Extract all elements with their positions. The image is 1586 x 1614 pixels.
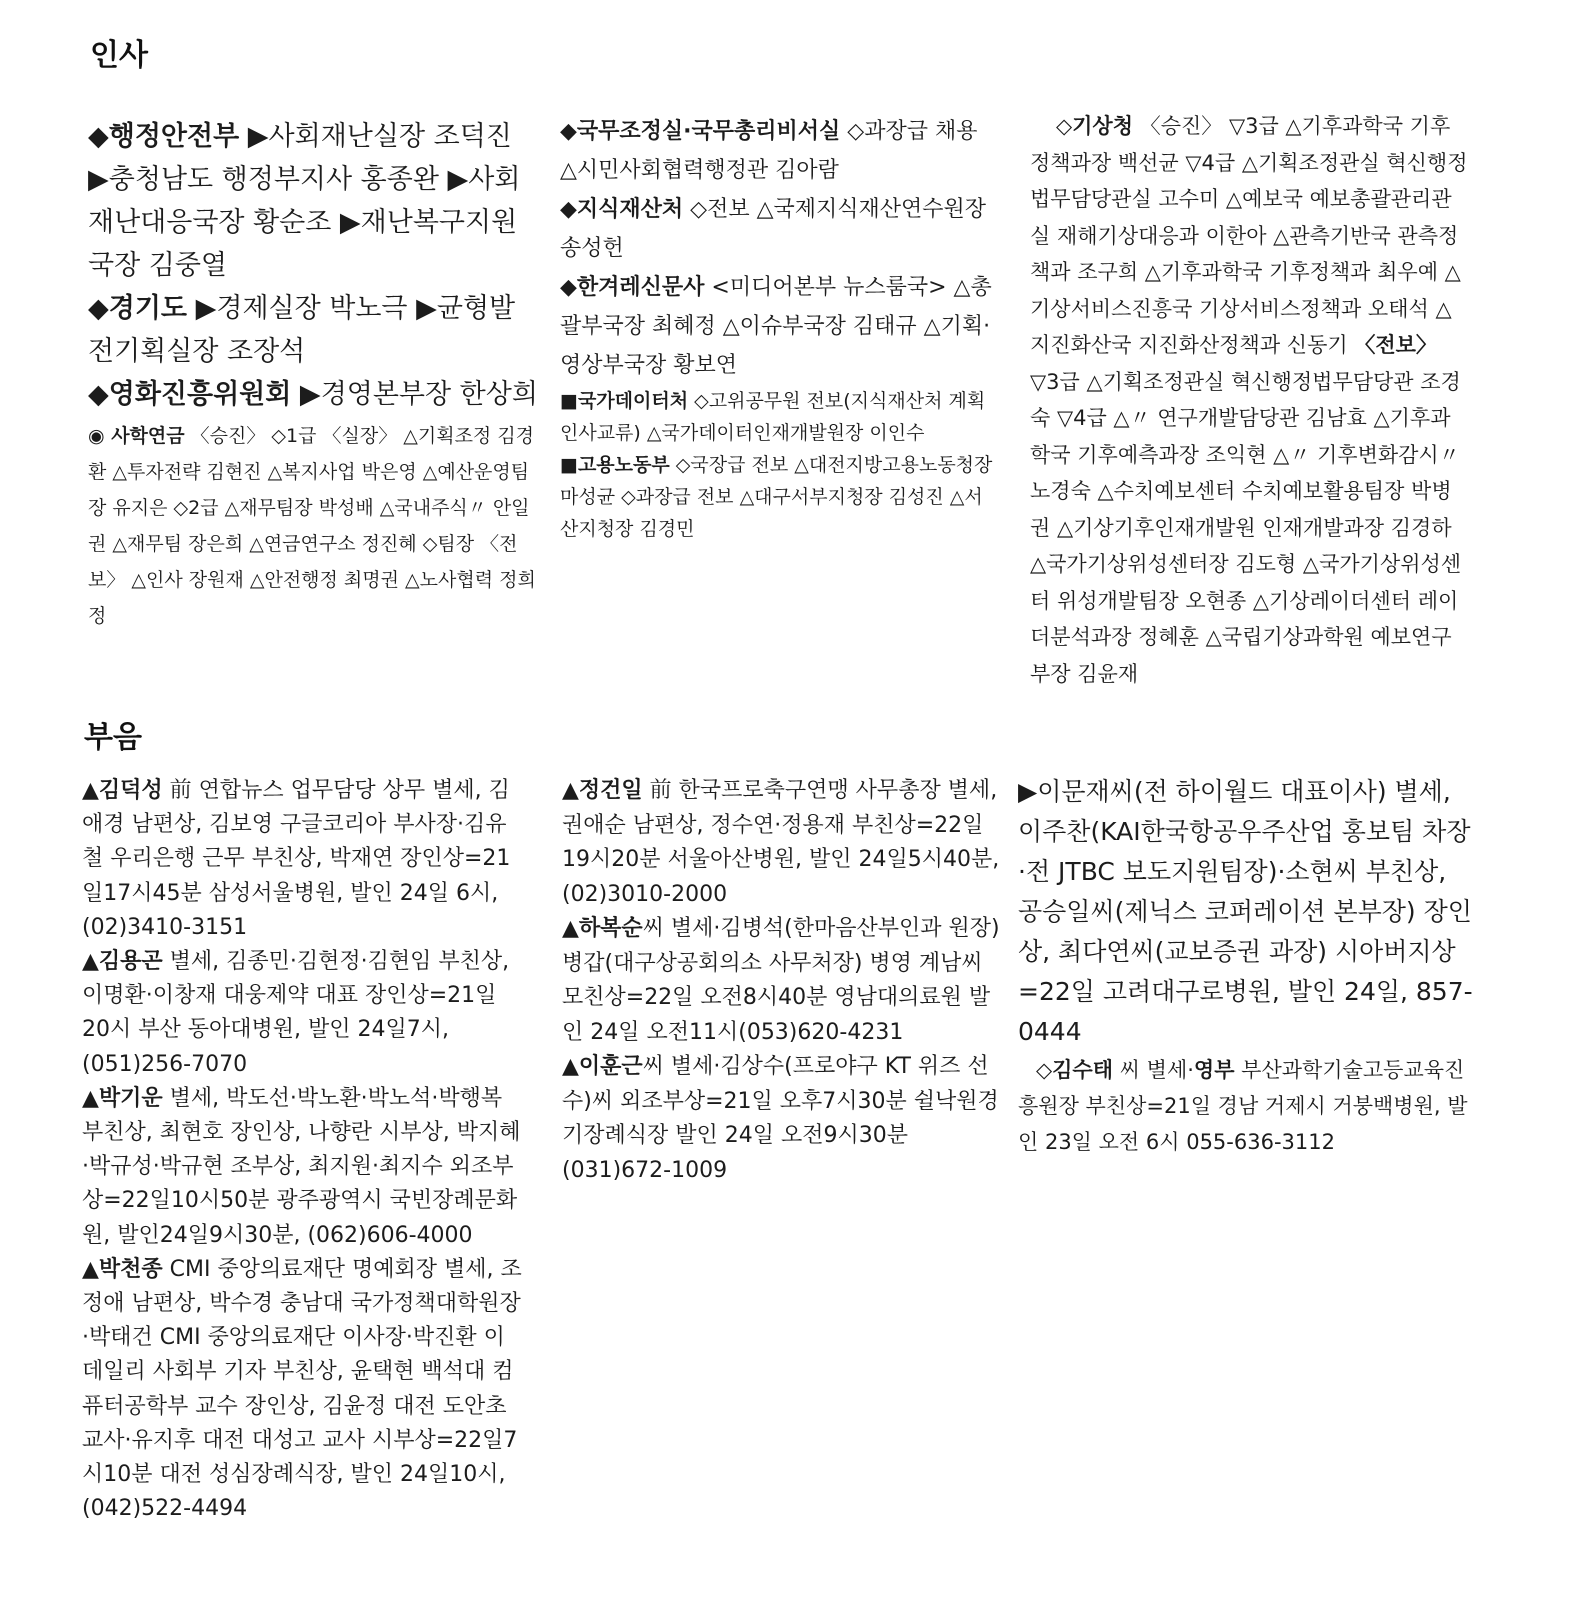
bueum-section-title: 부음 (84, 720, 142, 755)
deceased-name: ▲박기운 (82, 1085, 163, 1111)
entry-text: 씨 별세· (1113, 1058, 1194, 1082)
org-name: ◆행정안전부 (88, 121, 240, 152)
insa-entry (560, 190, 1000, 268)
obituary-entry (82, 774, 522, 945)
entry-text: ◇과장급 채용 △시민사회협력행정관 김아람 (560, 119, 978, 183)
entry-text: 별세, 박도선·박노환·박노석·박행복 부친상, 최현호 장인상, 나향란 시부상, 박지혜·박규성·박규현 조부상, 최지원·최지수 외조부상=22일10시50분 광주광역시 국빈장례문화원, 발인24일9시30분, (062)606-4000 (82, 1085, 521, 1248)
transfer-label: 〈전보〉 (1354, 333, 1437, 357)
deceased-name: ▲박천종 (82, 1256, 163, 1282)
insa-column-1 (88, 115, 538, 634)
insa-column-2 (560, 112, 1000, 545)
insa-entry (88, 115, 538, 287)
obituary-entry (82, 1082, 522, 1253)
deceased-name: ▲하복순 (562, 916, 643, 941)
entry-text: ▶경영본부장 한상희 (291, 379, 538, 410)
insa-entry (560, 268, 1000, 385)
insa-entry (560, 112, 1000, 190)
insa-entry (1030, 108, 1470, 692)
entry-text: ▶사회재난실장 조덕진 ▶충청남도 행정부지사 홍종완 ▶사회재난대응국장 황순조 ▶재난복구지원국장 김중열 (88, 121, 521, 281)
deceased-name: ▲정건일 (562, 778, 643, 803)
entry-text: ◇고위공무원 전보(지식재산처 계획인사교류) △국가데이터인재개발원장 이인수 (560, 390, 986, 444)
org-name: ◆지식재산처 (560, 197, 684, 222)
insa-section-title: 인사 (90, 38, 148, 73)
entry-text: 前 한국프로축구연맹 사무총장 별세, 권애순 남편상, 정수연·정용재 부친상=22일19시20분 서울아산병원, 발인 24일5시40분, (02)3010-2000 (562, 778, 1000, 907)
entry-text: 씨 별세·김병석(한마음산부인과 원장) 병갑(대구상공회의소 사무처장) 병영 계남씨 모친상=22일 오전8시40분 영남대의료원 발인 24일 오전11시(053)620-4231 (562, 916, 1000, 1045)
bueum-column-1 (82, 774, 522, 1526)
org-name: ◆국무조정실·국무총리비서실 (560, 119, 841, 144)
insa-entry (88, 373, 538, 416)
deceased-name: ◇김수태 (1036, 1058, 1114, 1082)
bueum-column-2 (562, 774, 1002, 1188)
org-name: ◆영화진흥위원회 (88, 379, 292, 410)
insa-entry (88, 287, 538, 373)
entry-text: ◇전보 △국제지식재산연수원장 송성헌 (560, 197, 987, 261)
obituary-entry (82, 945, 522, 1082)
relative-name: 영부 (1193, 1058, 1235, 1082)
bueum-column-3 (1018, 772, 1478, 1160)
org-name: ■고용노동부 (560, 454, 670, 476)
org-name: ◉ 사학연금 (88, 425, 185, 447)
entry-text: 부산과학기술고등교육진흥원장 부친상=21일 경남 거제시 거붕백병원, 발인 23일 오전 6시 055-636-3112 (1018, 1058, 1468, 1154)
insa-column-3 (1030, 108, 1470, 692)
entry-text: 씨 별세·김상수(프로야구 KT 위즈 선수)씨 외조부상=21일 오후7시30분 쉴낙원경기장례식장 발인 24일 오전9시30분 (031)672-1009 (562, 1054, 999, 1183)
obituary-entry-small (1018, 1052, 1478, 1160)
entry-text: <미디어본부 뉴스룸국> △총괄부국장 최혜정 △이슈부국장 김태규 △기획·영상부국장 황보연 (560, 275, 992, 378)
insa-entry-small (560, 449, 1000, 545)
org-name: ◆한겨레신문사 (560, 275, 705, 300)
deceased-name: ▲김덕성 (82, 778, 163, 803)
obituary-entry (82, 1253, 522, 1527)
obituary-entry: ▶이문재씨(전 하이월드 대표이사) 별세, 이주찬(KAI한국항공우주산업 홍보팀 차장·전 JTBC 보도지원팀장)·소현씨 부친상, 공승일씨(제닉스 코퍼레이션 본부장) 장인상, 최다연씨(교보증권 과장) 시아버지상=22일 고려대구로병원, 발인 24일, 857-0444 (1018, 777, 1473, 1046)
entry-text: 〈승진〉 ◇1급 〈실장〉 △기획조정 김경환 △투자전략 김현진 △복지사업 박은영 △예산운영팀장 유지은 ◇2급 △재무팀장 박성배 △국내주식〃 안일권 △재무팀 장은희 △연금연구소 정진혜 ◇팀장 〈전보〉 △인사 장원재 △안전행정 최명권 △노사협력 정희정 (88, 425, 536, 627)
deceased-name: ▲김용곤 (82, 949, 163, 975)
entry-text: CMI 중앙의료재단 명예회장 별세, 조정애 남편상, 박수경 충남대 국가정책대학원장·박태건 CMI 중앙의료재단 이사장·박진환 이데일리 사회부 기자 부친상, 윤택현 백석대 컴퓨터공학부 교수 장인상, 김윤정 대전 도안초 교사·유지후 대전 대성고 교사 시부상=22일7시10분 대전 성심장례식장, 발인 24일10시, (042)522-4494 (82, 1256, 522, 1522)
entry-text: ▽3급 △기획조정관실 혁신행정법무담당관 조경숙 ▽4급 △〃 연구개발담당관 김남효 △기후과학국 기후예측과장 조익현 △〃 기후변화감시〃 노경숙 △수치예보센터 수치예보활용팀장 박병권 △기상기후인재개발원 인재개발과장 김경하 △국가기상위성센터장 김도형 △국가기상위성센터 위성개발팀장 오현종 △기상레이더센터 레이더분석과장 정혜훈 △국립기상과학원 예보연구부장 김윤재 (1030, 369, 1462, 686)
entry-text: 별세, 김종민·김현정·김현임 부친상, 이명환·이창재 대웅제약 대표 장인상=21일20시 부산 동아대병원, 발인 24일7시, (051)256-7070 (82, 949, 510, 1077)
insa-entry-small (560, 385, 1000, 449)
insa-entry-small (88, 418, 538, 634)
entry-text: 〈승진〉 ▽3급 △기후과학국 기후정책과장 백선균 ▽4급 △기획조정관실 혁신행정법무담당관실 고수미 △예보국 예보총괄관리관실 재해기상대응과 이한아 △관측기반국 관측정책과 조구희 △기후과학국 기후정책과 최우예 △기상서비스진흥국 기상서비스정책과 오태석 △ 지진화산국 지진화산정책과 신동기 (1030, 114, 1468, 357)
org-name: ◇기상청 (1056, 114, 1134, 138)
entry-text: ◇국장급 전보 △대전지방고용노동청장 마성균 ◇과장급 전보 △대구서부지청장 김성진 △서산지청장 김경민 (560, 454, 993, 540)
deceased-name: ▲이훈근 (562, 1054, 643, 1079)
org-name: ◆경기도 (88, 293, 188, 324)
obituary-entry (562, 1050, 1002, 1188)
entry-text: ▶경제실장 박노극 ▶균형발전기획실장 조장석 (88, 293, 516, 367)
org-name: ■국가데이터처 (560, 390, 689, 412)
obituary-entry (562, 774, 1002, 912)
entry-text: 前 연합뉴스 업무담당 상무 별세, 김애경 남편상, 김보영 구글코리아 부사장·김유철 우리은행 근무 부친상, 박재연 장인상=21일17시45분 삼성서울병원, 발인 24일 6시, (02)3410-3151 (82, 778, 511, 940)
obituary-entry (562, 912, 1002, 1050)
